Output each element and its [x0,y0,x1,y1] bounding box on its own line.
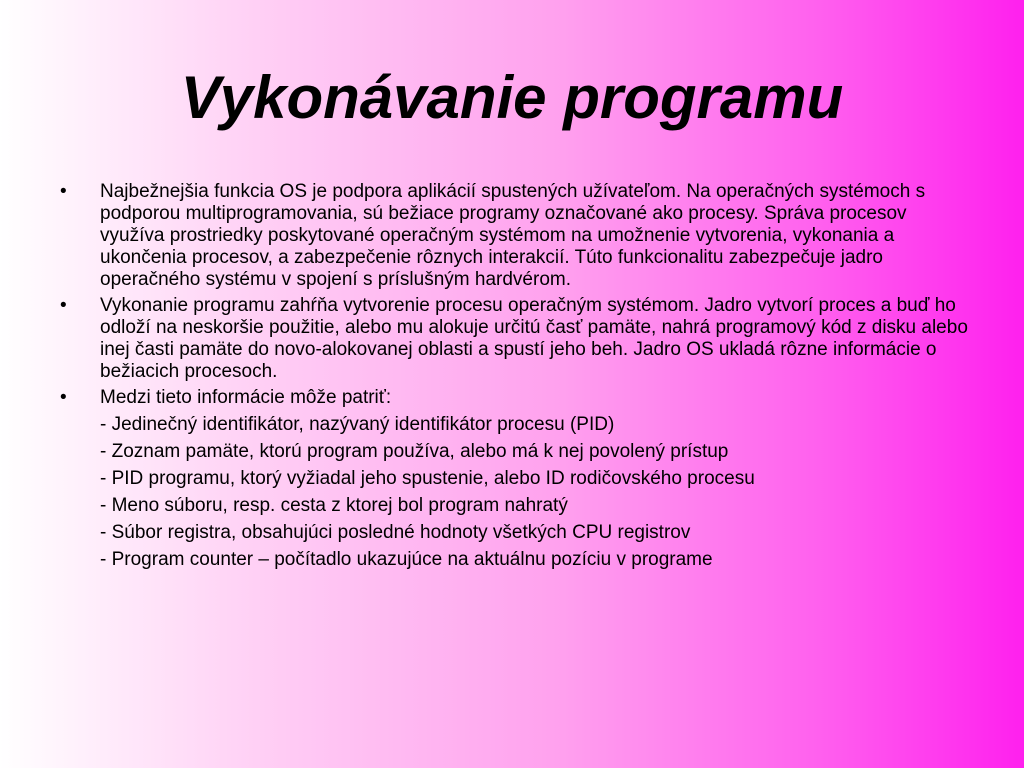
bullet-text: Najbežnejšia funkcia OS je podpora aplikácií spustených užívateľom. Na operačných systémoch s podporou multiprogramovania, sú bežiace programy označované ako procesy. Správa procesov využíva prostriedky poskytované operačným systémom na umožnenie vytvorenia, vykonania a ukončenia procesov, a zabezpečenie rôznych interakcií. Túto funkcionalitu zabezpečuje jadro operačného systému v spojení s príslušným hardvérom. [100,181,926,290]
slide-title: Vykonávanie programu [180,64,844,131]
bullet-mark: • [60,295,67,316]
bullet-item [56,387,976,409]
sub-list-item: - Program counter – počítadlo ukazujúce na aktuálnu pozíciu v programe [100,549,713,570]
bullet-mark: • [60,181,67,202]
bullet-mark: • [60,387,67,408]
sub-list [100,414,976,571]
sub-list-item: - PID programu, ktorý vyžiadal jeho spustenie, alebo ID rodičovského procesu [100,468,755,489]
bullet-item [56,295,976,383]
sub-list-item: - Súbor registra, obsahujúci posledné hodnoty všetkých CPU registrov [100,522,691,543]
sub-list-item: - Zoznam pamäte, ktorú program používa, alebo má k nej povolený prístup [100,441,729,462]
slide-content [56,181,976,571]
bullet-text: Vykonanie programu zahŕňa vytvorenie procesu operačným systémom. Jadro vytvorí proces a buď ho odloží na neskoršie použitie, alebo mu alokuje určitú časť pamäte, nahrá programový kód z disku alebo inej časti pamäte do novo-alokovanej oblasti a spustí jeho beh. Jadro OS ukladá rôzne informácie o bežiacich procesoch. [100,295,968,382]
bullet-text: Medzi tieto informácie môže patriť: [100,387,392,408]
bullet-item [56,181,976,291]
sub-list-item: - Jedinečný identifikátor, nazývaný identifikátor procesu (PID) [100,414,615,435]
sub-list-item: - Meno súboru, resp. cesta z ktorej bol program nahratý [100,495,568,516]
